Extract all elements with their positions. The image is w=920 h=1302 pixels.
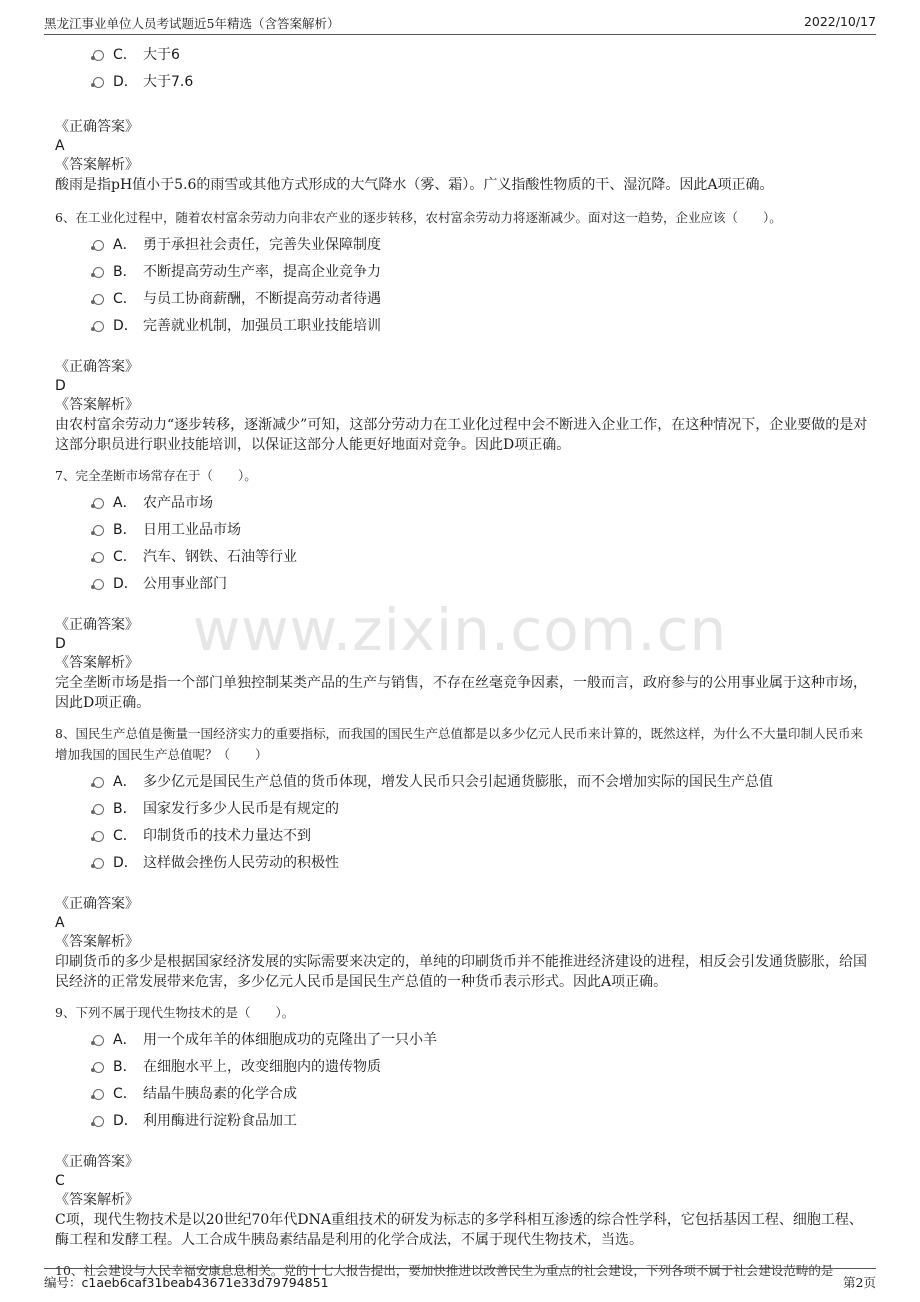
question-title: 6、在工业化过程中，随着农村富余劳动力向非农产业的逐步转移，农村富余劳动力将逐渐减少。面对这一趋势，企业应该（ ）。: [55, 210, 782, 225]
radio-icon[interactable]: [93, 267, 104, 278]
answer-label: 《正确答案》: [55, 1154, 139, 1170]
radio-icon[interactable]: [93, 50, 104, 61]
question-5-tail: [55, 42, 875, 195]
explanation-text: 印刷货币的多少是根据国家经济发展的实际需要来决定的，单纯的印刷货币并不能推进经济建设的进程，相反会引发通货膨胀，给国民经济的正常发展带来危害，多少亿元人民币是国民生产总值的一种货币表示形式。因此A项正确。: [55, 954, 867, 990]
document-date: 2022/10/17: [803, 14, 876, 29]
page-footer: [44, 1268, 876, 1291]
option-d[interactable]: D． 这样做会挫伤人民劳动的积极性: [55, 850, 875, 877]
option-text: 大于6: [143, 47, 180, 63]
option-b[interactable]: B． 在细胞水平上，改变细胞内的遗传物质: [55, 1054, 875, 1081]
watermark: www.zixin.com.cn: [192, 596, 728, 664]
question-title: 10、社会建设与人民幸福安康息息相关。党的十七大报告提出，要加快推进以改善民生为重点的社会建设，下列各项不属于社会建设范畴的是: [55, 1263, 834, 1278]
document-code: 编号：c1aeb6caf31beab43671e33d79794851: [44, 1275, 329, 1290]
option-c[interactable]: C． 结晶牛胰岛素的化学合成: [55, 1081, 875, 1108]
answer-value: C: [55, 1173, 65, 1189]
option-d[interactable]: D． 完善就业机制，加强员工职业技能培训: [55, 313, 875, 340]
explanation-label: 《答案解析》: [55, 157, 139, 173]
explanation-text: 酸雨是指pH值小于5.6的雨雪或其他方式形成的大气降水（雾、霜）。广义指酸性物质的干、湿沉降。因此A项正确。: [55, 177, 774, 193]
option-text: 印制货币的技术力量达不到: [143, 828, 311, 844]
option-d[interactable]: D． 利用酶进行淀粉食品加工: [55, 1108, 875, 1135]
radio-icon[interactable]: [93, 1035, 104, 1046]
answer-value: A: [55, 138, 65, 154]
option-c[interactable]: C． 印制货币的技术力量达不到: [55, 823, 875, 850]
option-text: 农产品市场: [143, 495, 213, 511]
option-b[interactable]: B． 国家发行多少人民币是有规定的: [55, 796, 875, 823]
answer-label: 《正确答案》: [55, 617, 139, 633]
radio-icon[interactable]: [93, 498, 104, 509]
option-c[interactable]: C． 与员工协商薪酬，不断提高劳动者待遇: [55, 286, 875, 313]
radio-icon[interactable]: [93, 1062, 104, 1073]
question-title: 8、国民生产总值是衡量一国经济实力的重要指标，而我国的国民生产总值都是以多少亿元人民币来计算的，既然这样，为什么不大量印制人民币来增加我国的国民生产总值呢？（ ）: [55, 726, 863, 762]
radio-icon[interactable]: [93, 777, 104, 788]
explanation-label: 《答案解析》: [55, 1192, 139, 1208]
explanation-text: C项，现代生物技术是以20世纪70年代DNA重组技术的研发为标志的多学科相互渗透的综合性学科，它包括基因工程、细胞工程、酶工程和发酵工程。人工合成牛胰岛素结晶是利用的化学合成法，不属于现代生物技术，当选。: [55, 1212, 863, 1248]
document-body: [55, 42, 875, 1285]
option-a[interactable]: A． 多少亿元是国民生产总值的货币体现，增发人民币只会引起通货膨胀，而不会增加实际的国民生产总值: [55, 769, 875, 796]
answer-label: 《正确答案》: [55, 896, 139, 912]
page-header: [44, 14, 876, 35]
option-b[interactable]: B． 不断提高劳动生产率，提高企业竞争力: [55, 259, 875, 286]
page-number: 第2页: [843, 1275, 876, 1290]
option-text: 汽车、钢铁、石油等行业: [143, 549, 297, 565]
question-6: [55, 207, 875, 455]
option-text: 结晶牛胰岛素的化学合成: [143, 1086, 297, 1102]
radio-icon[interactable]: [93, 1116, 104, 1127]
option-text: 多少亿元是国民生产总值的货币体现，增发人民币只会引起通货膨胀，而不会增加实际的国民生产总值: [143, 774, 773, 790]
document-title: 黑龙江事业单位人员考试题近5年精选（含答案解析）: [44, 16, 340, 31]
radio-icon[interactable]: [93, 321, 104, 332]
option-text: 与员工协商薪酬，不断提高劳动者待遇: [143, 291, 381, 307]
option-a[interactable]: A． 用一个成年羊的体细胞成功的克隆出了一只小羊: [55, 1027, 875, 1054]
radio-icon[interactable]: [93, 858, 104, 869]
answer-value: D: [55, 378, 66, 394]
option-text: 勇于承担社会责任，完善失业保障制度: [143, 237, 381, 253]
radio-icon[interactable]: [93, 579, 104, 590]
option-a[interactable]: A． 农产品市场: [55, 490, 875, 517]
answer-value: A: [55, 915, 65, 931]
explanation-text: 由农村富余劳动力“逐步转移，逐渐减少”可知，这部分劳动力在工业化过程中会不断进入企业工作，在这种情况下，企业要做的是对这部分职员进行职业技能培训，以保证这部分人能更好地面对竞争。因此D项正确。: [55, 417, 868, 453]
explanation-label: 《答案解析》: [55, 934, 139, 950]
option-c[interactable]: C． 大于6: [55, 42, 875, 69]
option-d[interactable]: D． 大于7.6: [55, 69, 875, 96]
option-text: 利用酶进行淀粉食品加工: [143, 1113, 297, 1129]
radio-icon[interactable]: [93, 294, 104, 305]
explanation-label: 《答案解析》: [55, 397, 139, 413]
option-text: 这样做会挫伤人民劳动的积极性: [143, 855, 339, 871]
question-7: [55, 465, 875, 713]
option-text: 完善就业机制，加强员工职业技能培训: [143, 318, 381, 334]
answer-label: 《正确答案》: [55, 359, 139, 375]
option-d[interactable]: D． 公用事业部门: [55, 571, 875, 598]
radio-icon[interactable]: [93, 77, 104, 88]
question-title: 7、完全垄断市场常存在于（ ）。: [55, 468, 257, 483]
option-c[interactable]: C． 汽车、钢铁、石油等行业: [55, 544, 875, 571]
question-title: 9、下列不属于现代生物技术的是（ ）。: [55, 1005, 295, 1020]
option-text: 大于7.6: [143, 74, 194, 90]
radio-icon[interactable]: [93, 552, 104, 563]
option-text: 用一个成年羊的体细胞成功的克隆出了一只小羊: [143, 1032, 437, 1048]
radio-icon[interactable]: [93, 525, 104, 536]
answer-label: 《正确答案》: [55, 119, 139, 135]
radio-icon[interactable]: [93, 804, 104, 815]
option-a[interactable]: A． 勇于承担社会责任，完善失业保障制度: [55, 232, 875, 259]
explanation-text: 完全垄断市场是指一个部门单独控制某类产品的生产与销售，不存在丝毫竞争因素，一般而言，政府参与的公用事业属于这种市场，因此D项正确。: [55, 675, 867, 711]
radio-icon[interactable]: [93, 240, 104, 251]
option-text: 公用事业部门: [143, 576, 227, 592]
option-b[interactable]: B． 日用工业品市场: [55, 517, 875, 544]
option-text: 不断提高劳动生产率，提高企业竞争力: [143, 264, 381, 280]
answer-value: D: [55, 636, 66, 652]
option-text: 在细胞水平上，改变细胞内的遗传物质: [143, 1059, 381, 1075]
explanation-label: 《答案解析》: [55, 655, 139, 671]
radio-icon[interactable]: [93, 1089, 104, 1100]
radio-icon[interactable]: [93, 831, 104, 842]
question-8: [55, 723, 875, 992]
option-text: 国家发行多少人民币是有规定的: [143, 801, 339, 817]
question-9: [55, 1002, 875, 1250]
option-text: 日用工业品市场: [143, 522, 241, 538]
